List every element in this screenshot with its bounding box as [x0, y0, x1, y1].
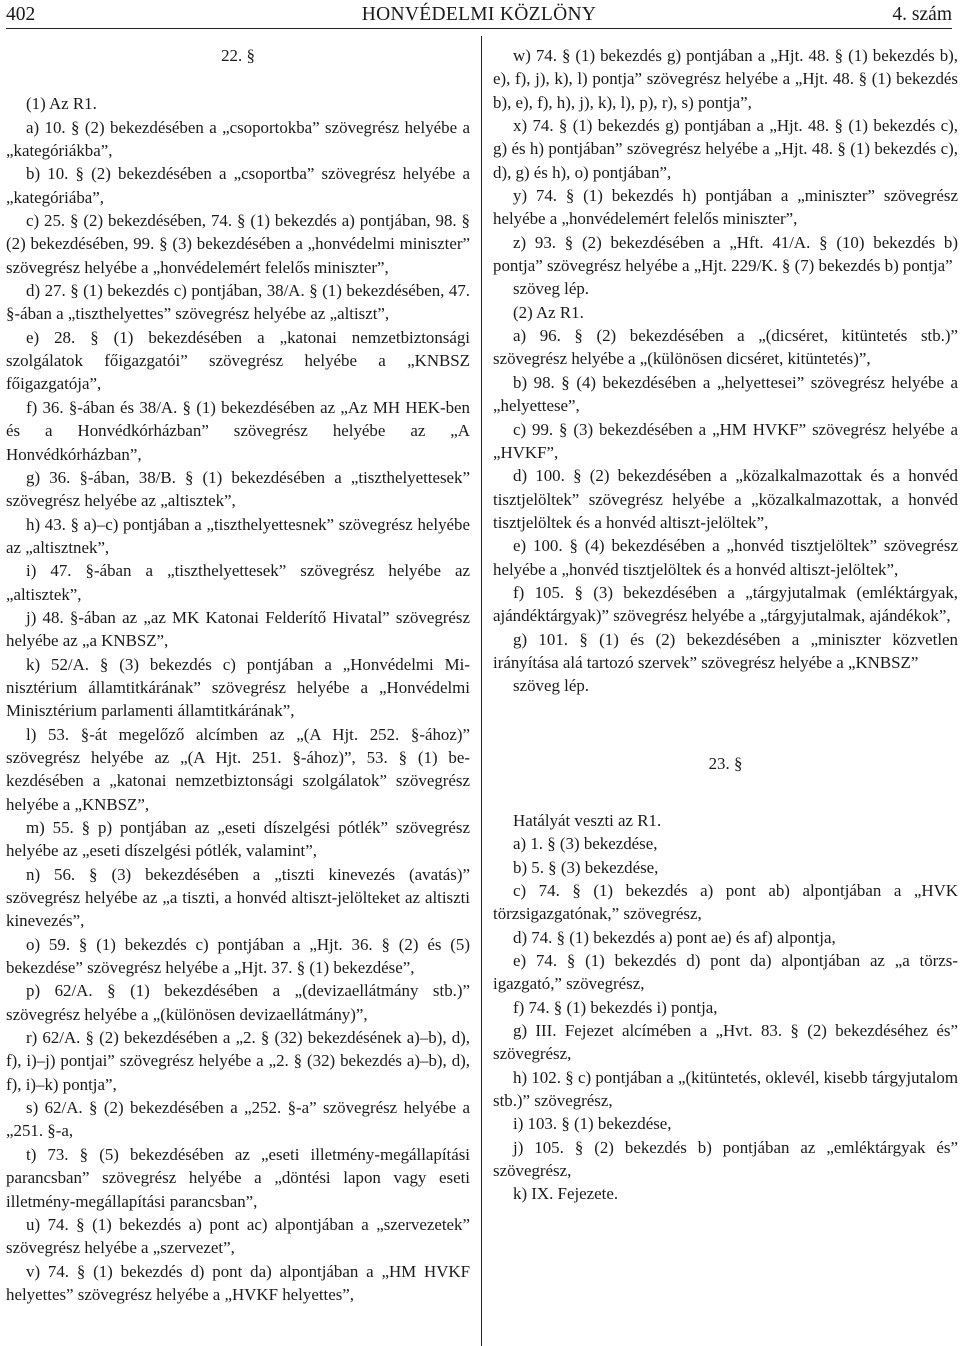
left-column	[6, 44, 470, 1306]
paragraph: l) 53. §-át megelőző alcímben az „(A Hjt. 252. §-ához)” szövegrész helyébe az „(A Hjt. 251. §-ához)”, 53. § (1) bekezdésében a „katonai nemzetbiztonsági szolgálatok” szövegrész helyébe a „KNBSZ”,	[6, 724, 470, 814]
right-paragraphs-b	[493, 809, 958, 1206]
paragraph: f) 36. §-ában és 38/A. § (1) bekezdésében az „Az MH HEK-ben és a Honvédkórházban” szövegrész helyébe az „A Honvédkórházban”,	[6, 397, 470, 464]
paragraph: d) 74. § (1) bekezdés a) pont ae) és af) alpontja,	[513, 927, 836, 947]
paragraph: t) 73. § (5) bekezdésében az „eseti illetmény-megállapítási parancsban” szövegrész helyébe a „döntési lapon vagy eseti illetmény-megállapítási parancsban”,	[6, 1144, 470, 1211]
paragraph: z) 93. § (2) bekezdésében a „Hft. 41/A. § (10) bekezdés b) pontja” szövegrész helyébe a „Hjt. 229/K. § (7) bekezdés b) pontja”	[493, 232, 958, 276]
paragraph: d) 27. § (1) bekezdés c) pontjában, 38/A. § (1) bekezdésében, 47. §-ában a „tiszthelyettes” szövegrész helyébe az „altiszt”,	[6, 281, 470, 324]
paragraph: e) 28. § (1) bekezdésében a „katonai nemzetbiztonsági szolgálatok főigazgatói” szövegrész helyébe a „KNBSZ főigazgatója”,	[6, 327, 470, 394]
paragraph: e) 74. § (1) bekezdés d) pont da) alpontjában az „a törzsigazgató,” szövegrész,	[493, 951, 958, 994]
paragraph: c) 74. § (1) bekezdés a) pont ab) alpontjában a „HVK törzsigazgatónak,” szövegrész,	[493, 881, 958, 924]
paragraph: k) IX. Fejezete.	[513, 1184, 619, 1204]
paragraph: k) 52/A. § (3) bekezdés c) pontjában a „Honvédelmi Minisztérium államtitkárának” szövegrész helyébe a „Honvédelmi Minisztérium parlamenti államtitkárának”,	[6, 654, 470, 721]
paragraph: b) 5. § (3) bekezdése,	[513, 857, 659, 877]
paragraph: u) 74. § (1) bekezdés a) pont ac) alpontjában a „szervezetek” szövegrész helyébe a „szervezet”,	[6, 1214, 470, 1258]
paragraph: i) 103. § (1) bekezdése,	[513, 1114, 672, 1134]
right-column	[493, 44, 958, 1206]
paragraph: szöveg lép.	[513, 676, 589, 696]
right-paragraphs-a	[493, 44, 958, 698]
paragraph: (1) Az R1.	[26, 94, 97, 114]
journal-title: HONVÉDELMI KÖZLÖNY	[361, 4, 597, 25]
paragraph: p) 62/A. § (1) bekezdésében a „(devizaellátmány stb.)” szövegrész helyébe a „(különösen devizaellátmány)”,	[6, 981, 470, 1024]
paragraph: a) 10. § (2) bekezdésében a „csoportokba” szövegrész helyébe a „kategóriákba”,	[6, 117, 470, 161]
paragraph: a) 96. § (2) bekezdésében a „(dicséret, kitüntetés stb.)” szövegrész helyébe a „(különösen dicséret, kitüntetés)”,	[493, 326, 958, 369]
paragraph: d) 100. § (2) bekezdésében a „közalkalmazottak és a honvéd tisztjelöltek” szövegrész helyébe a „közalkalmazottak, a honvéd tisztjelöltek és a honvéd altiszt-jelöltek”,	[493, 466, 958, 532]
paragraph: y) 74. § (1) bekezdés h) pontjában a „miniszter” szövegrész helyébe a „honvédelemért felelős miniszter”,	[493, 186, 958, 229]
paragraph: v) 74. § (1) bekezdés d) pont da) alpontjában a „HM HVKF helyettes” szövegrész helyébe a „HVKF helyettes”,	[6, 1261, 470, 1304]
paragraph: h) 43. § a)–c) pontjában a „tiszthelyettesnek” szövegrész helyébe az „altisztnek”,	[6, 514, 470, 557]
paragraph: o) 59. § (1) bekezdés c) pontjában a „Hjt. 36. § (2) és (5) bekezdése” szövegrész helyébe a „Hjt. 37. § (1) bekezdése”,	[6, 934, 470, 978]
paragraph: f) 74. § (1) bekezdés i) pontja,	[513, 997, 718, 1017]
paragraph: e) 100. § (4) bekezdésében a „honvéd tisztjelöltek” szövegrész helyébe a „honvéd tisztjelöltek és a honvéd altiszt-jelöltek”,	[493, 536, 958, 579]
paragraph: c) 25. § (2) bekezdésében, 74. § (1) bekezdés a) pontjában, 98. § (2) bekezdésében, 99. § (3) bekezdésében a „honvédelmi miniszter” szövegrész helyébe a „honvédelemért felelős miniszter”,	[6, 211, 470, 277]
page-number: 402	[6, 4, 36, 25]
paragraph: f) 105. § (3) bekezdésében a „tárgyjutalmak (emléktárgyak, ajándéktárgyak)” szövegrész helyébe a „tárgyjutalmak, ajándékok”,	[493, 582, 958, 626]
section-title-22: 22. §	[221, 46, 255, 65]
paragraph: n) 56. § (3) bekezdésében a „tiszti kinevezés (avatás)” szövegrész helyébe az „a tiszti, a honvéd altiszt-jelölteket az altiszti kinevezés”,	[6, 864, 470, 931]
column-divider	[481, 36, 482, 1346]
paragraph: c) 99. § (3) bekezdésében a „HM HVKF” szövegrész helyébe a „HVKF”,	[493, 419, 958, 462]
left-paragraphs	[6, 92, 470, 1306]
paragraph: g) 101. § (1) és (2) bekezdésében a „miniszter közvetlen irányítása alá tartozó szervek” szövegrész helyébe a „KNBSZ”	[493, 629, 958, 672]
paragraph: a) 1. § (3) bekezdése,	[513, 834, 658, 854]
paragraph: szöveg lép.	[513, 279, 589, 299]
paragraph: b) 98. § (4) bekezdésében a „helyettesei” szövegrész helyébe a „helyettese”,	[493, 372, 958, 416]
issue-number: 4. szám	[892, 4, 952, 25]
paragraph: Hatályát veszti az R1.	[513, 810, 662, 830]
paragraph: w) 74. § (1) bekezdés g) pontjában a „Hjt. 48. § (1) bekezdés b), e), f), j), k), l) pontja” szövegrész helyébe a „Hjt. 48. § (1) bekezdés b), e), f), h), j), k), l), p), r), s) pontja”,	[493, 46, 958, 112]
paragraph: s) 62/A. § (2) bekezdésében a „252. §-a” szövegrész helyébe a „251. §-a,	[6, 1098, 470, 1141]
paragraph: i) 47. §-ában a „tiszthelyettesek” szövegrész helyébe az „altisztek”,	[6, 561, 470, 604]
paragraph: j) 105. § (2) bekezdés b) pontjában az „emléktárgyak és” szövegrész,	[493, 1137, 958, 1181]
paragraph: x) 74. § (1) bekezdés g) pontjában a „Hjt. 48. § (1) bekezdés c), g) és h) pontjában” szövegrész helyébe a „Hjt. 48. § (1) bekezdés c), d), g) és h), o) pontjában”,	[493, 116, 958, 182]
paragraph: j) 48. §-ában az „az MK Katonai Felderítő Hivatal” szövegrész helyébe az „a KNBSZ”,	[6, 607, 470, 651]
page-header	[6, 2, 952, 29]
paragraph: m) 55. § p) pontjában az „eseti díszelgési pótlék” szövegrész helyébe az „eseti díszelgési pótlék, valamint”,	[6, 818, 470, 861]
section-title-23: 23. §	[708, 753, 743, 773]
paragraph: b) 10. § (2) bekezdésében a „csoportba” szövegrész helyébe a „kategóriába”,	[6, 164, 470, 207]
paragraph: r) 62/A. § (2) bekezdésében a „2. § (32) bekezdésének a)–b), d), f), i)–j) pontjai” szövegrész helyébe a „2. § (32) bekezdés a)–b), d), f), i)–k) pontja”,	[6, 1028, 470, 1094]
paragraph: g) III. Fejezet alcímében a „Hvt. 83. § (2) bekezdéséhez és” szövegrész,	[493, 1021, 958, 1064]
paragraph: (2) Az R1.	[513, 302, 584, 322]
paragraph: h) 102. § c) pontjában a „(kitüntetés, oklevél, kisebb tárgyjutalom stb.)” szövegrész,	[493, 1067, 958, 1111]
paragraph: g) 36. §-ában, 38/B. § (1) bekezdésében a „tiszthelyettesek” szövegrész helyébe az „altisztek”,	[6, 467, 470, 511]
